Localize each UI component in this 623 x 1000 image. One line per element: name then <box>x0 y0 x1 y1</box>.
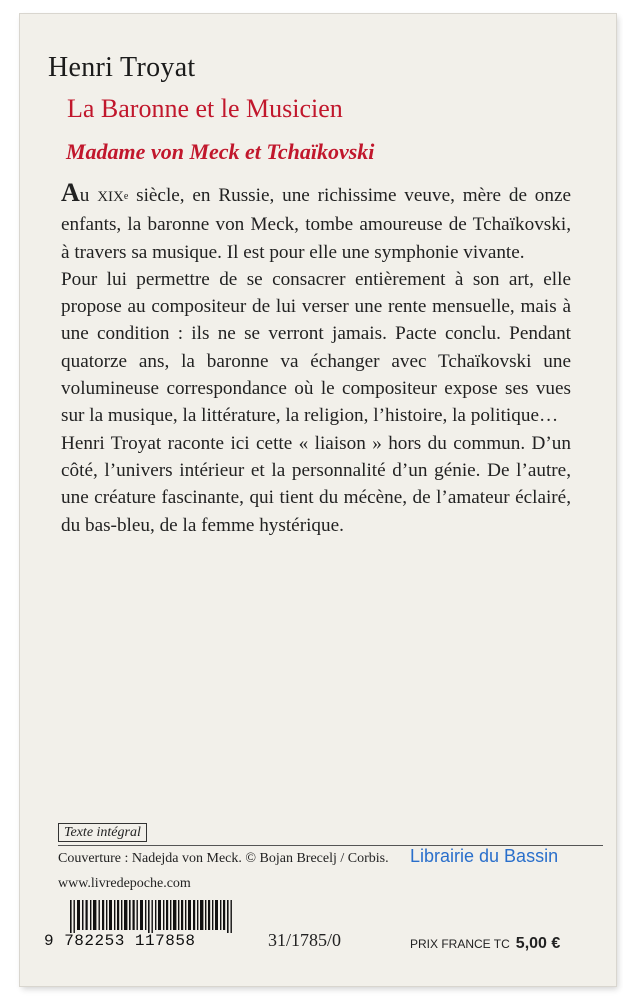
blurb-text <box>61 180 571 539</box>
bookshop-watermark: Librairie du Bassin <box>410 846 559 866</box>
author-name: Henri Troyat <box>48 52 196 83</box>
edition-code: 31/1785/0 <box>268 930 342 950</box>
barcode-icon <box>58 900 258 933</box>
book-subtitle: Madame von Meck et Tchaïkovski <box>66 139 375 164</box>
publisher-website: www.livredepoche.com <box>58 876 191 891</box>
price-value: 5,00 € <box>515 935 561 952</box>
century-superscript: e <box>123 191 129 202</box>
drop-cap: A <box>61 178 80 207</box>
blurb-paragraph-3: Henri Troyat raconte ici cette « liaison » hors du commun. D’un côté, l’univers intérieur et la personnalité d’un génie. De l’autre, une créature fascinante, qui tient du mécène, de l’amateur éclairé, du bas-bleu, de la femme hystérique. <box>61 432 571 536</box>
blurb-paragraph-2: Pour lui permettre de se consacrer entièrement à son art, elle propose au compositeur de lui verser une rente mensuelle, mais à une condition : ils ne se verront jamais. Pacte conclu. Pendant quatorze ans, la baronne va échanger avec Tchaïkovski une volumineuse correspondance où le compositeur expose ses vues sur la musique, la littérature, la religion, l’histoire, la politique… <box>61 268 571 427</box>
texte-integral-label: Texte intégral <box>58 823 147 842</box>
price-label: PRIX FRANCE TC <box>410 937 510 951</box>
cover-credits: Couverture : Nadejda von Meck. © Bojan Brecelj / Corbis. <box>58 851 389 866</box>
blurb-paragraph-1-rest: siècle, en Russie, une richissime veuve, mère de onze enfants, la baronne von Meck, tombe amoureuse de Tchaïkovski, à travers sa musique. Il est pour elle une symphonie vivante. <box>61 185 571 263</box>
blurb-paragraph-1-start: u <box>79 185 98 206</box>
price-tag <box>410 935 560 953</box>
isbn-number: 9 782253 117858 <box>44 932 196 950</box>
blurb-paragraph-1 <box>61 180 571 266</box>
century-numeral: XIX <box>97 189 124 205</box>
book-title: La Baronne et le Musicien <box>67 94 343 123</box>
